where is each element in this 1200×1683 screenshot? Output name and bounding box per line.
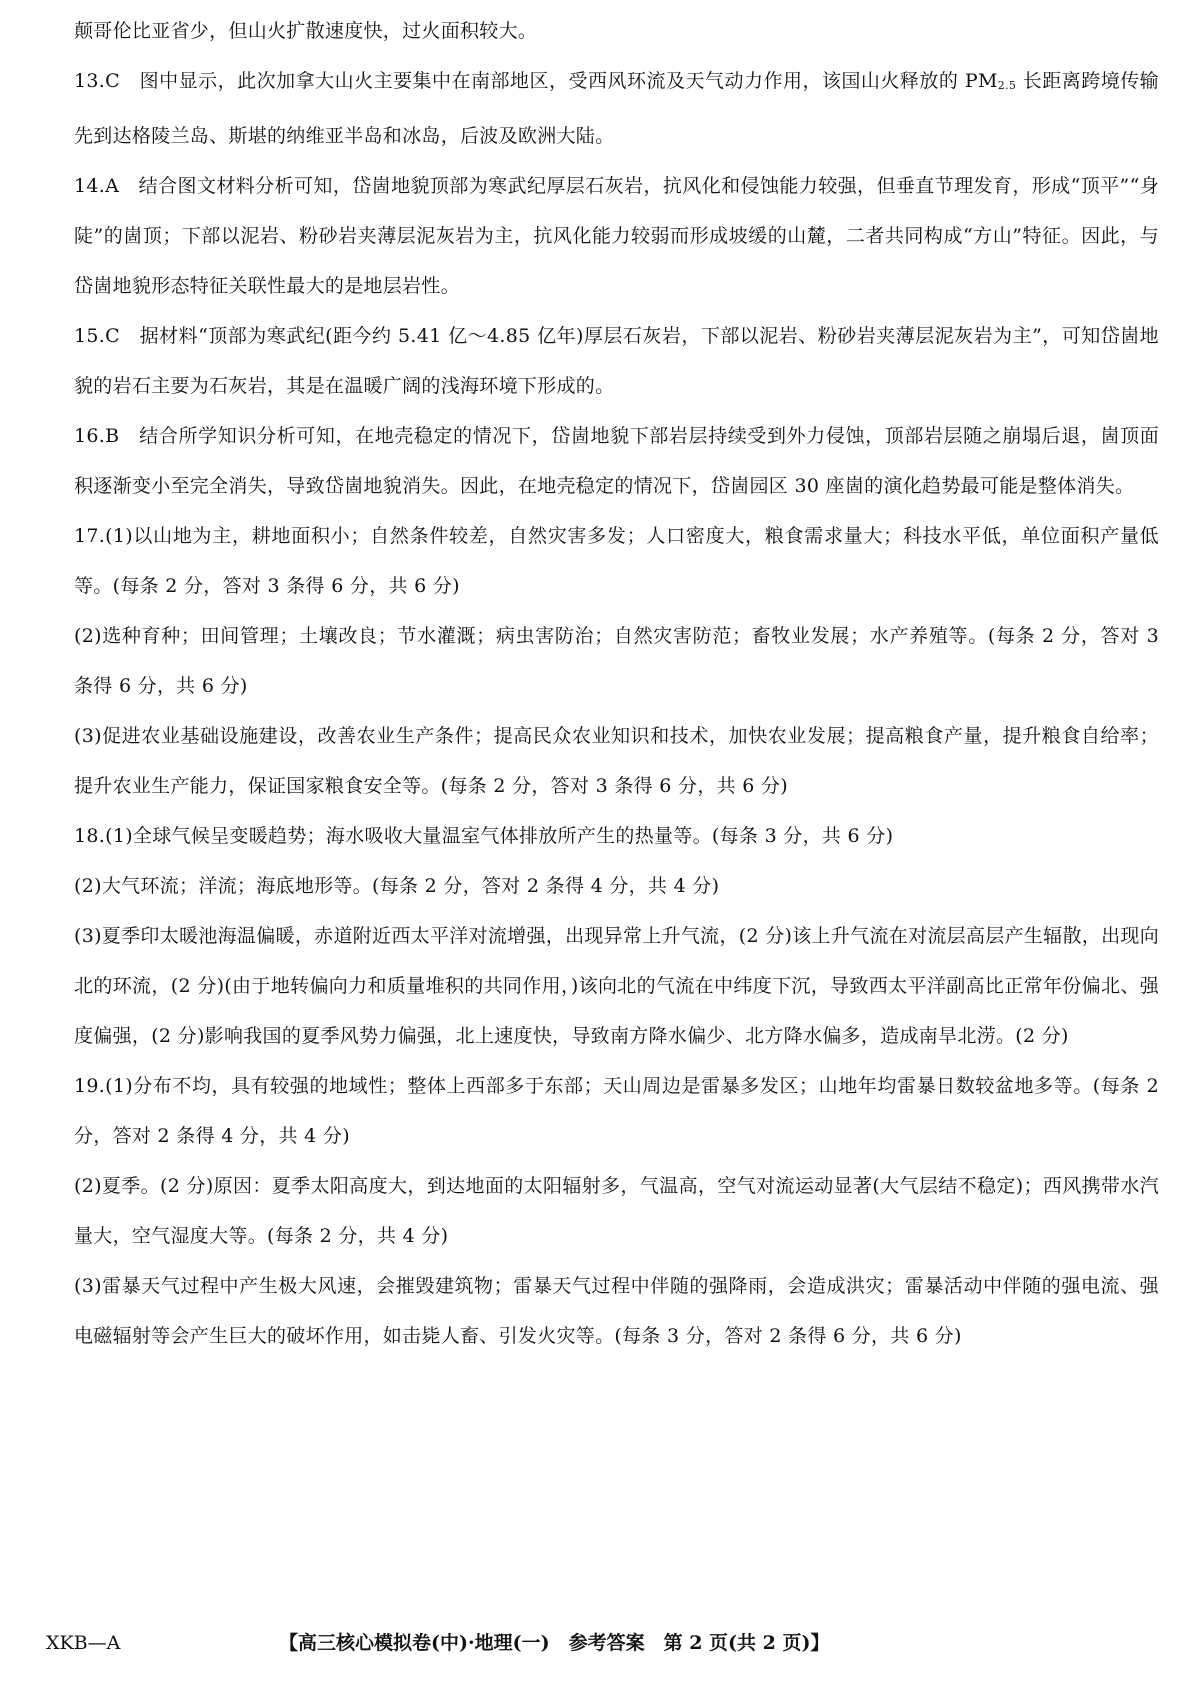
answer-paragraph-14: 14.A 结合图文材料分析可知，岱崮地貌顶部为寒武纪厚层石灰岩，抗风化和侵蚀能力较强，但垂直节理发育，形成“顶平”“身陡”的崮顶；下部以泥岩、粉砂岩夹薄层泥灰岩为主，抗风化能力较弱而形成坡缓的山麓，二者共同构成“方山”特征。因此，与岱崮地貌形态特征关联性最大的是地层岩性。: [74, 175, 1159, 297]
answer-paragraph-19-1: 19.(1)分布不均，具有较强的地域性；整体上西部多于东部；天山周边是雷暴多发区；山地年均雷暴日数较盆地多等。(每条 2 分，答对 2 条得 4 分，共 4 分): [74, 1075, 1159, 1147]
footer-title: 【高三核心模拟卷(中)·地理(一) 参考答案 第 2 页(共 2 页)】: [279, 1632, 830, 1654]
answer-paragraph-17-3: (3)促进农业基础设施建设，改善农业生产条件；提高民众农业知识和技术，加快农业发展；提高粮食产量，提升粮食自给率；提升农业生产能力，保证国家粮食安全等。(每条 2 分，答对 3 条得 6 分，共 6 分): [74, 725, 1159, 797]
answer-paragraph-18-3: (3)夏季印太暖池海温偏暖，赤道附近西太平洋对流增强，出现异常上升气流，(2 分)该上升气流在对流层高层产生辐散，出现向北的环流，(2 分)(由于地转偏向力和质量堆积的共同作用，)该向北的气流在中纬度下沉，导致西太平洋副高比正常年份偏北、强度偏强，(2 分)影响我国的夏季风势力偏强，北上速度快，导致南方降水偏少、北方降水偏多，造成南旱北涝。(2 分): [74, 925, 1159, 1047]
page-footer: [46, 1628, 1166, 1658]
answer-paragraph-13: 13.C 图中显示，此次加拿大山火主要集中在南部地区，受西风环流及天气动力作用，该国山火释放的 PM2.5 长距离跨境传输先到达格陵兰岛、斯堪的纳维亚半岛和冰岛，后波及欧洲大陆。: [74, 70, 1159, 147]
answer-paragraph-16: 16.B 结合所学知识分析可知，在地壳稳定的情况下，岱崮地貌下部岩层持续受到外力侵蚀，顶部岩层随之崩塌后退，崮顶面积逐渐变小至完全消失，导致岱崮地貌消失。因此，在地壳稳定的情况下，岱崮园区 30 座崮的演化趋势最可能是整体消失。: [74, 425, 1159, 497]
answer-content: [74, 6, 1159, 1361]
answer-paragraph-18-1: 18.(1)全球气候呈变暖趋势；海水吸收大量温室气体排放所产生的热量等。(每条 3 分，共 6 分): [74, 825, 894, 847]
answer-paragraph-19-2: (2)夏季。(2 分)原因：夏季太阳高度大，到达地面的太阳辐射多，气温高，空气对流运动显著(大气层结不稳定)；西风携带水汽量大，空气湿度大等。(每条 2 分，共 4 分): [74, 1175, 1159, 1247]
answer-paragraph-17-2: (2)选种育种；田间管理；土壤改良；节水灌溉；病虫害防治；自然灾害防范；畜牧业发展；水产养殖等。(每条 2 分，答对 3 条得 6 分，共 6 分): [74, 625, 1159, 697]
footer-code: XKB—A: [46, 1632, 121, 1654]
answer-paragraph-18-2: (2)大气环流；洋流；海底地形等。(每条 2 分，答对 2 条得 4 分，共 4 分): [74, 875, 720, 897]
answer-paragraph-15: 15.C 据材料“顶部为寒武纪(距今约 5.41 亿～4.85 亿年)厚层石灰岩，下部以泥岩、粉砂岩夹薄层泥灰岩为主”，可知岱崮地貌的岩石主要为石灰岩，其是在温暖广阔的浅海环境下形成的。: [74, 325, 1159, 397]
answer-paragraph-17-1: 17.(1)以山地为主，耕地面积小；自然条件较差，自然灾害多发；人口密度大，粮食需求量大；科技水平低，单位面积产量低等。(每条 2 分，答对 3 条得 6 分，共 6 分): [74, 525, 1159, 597]
pm-subscript: 2.5: [997, 79, 1017, 92]
answer-paragraph-12-continuation: 颠哥伦比亚省少，但山火扩散速度快，过火面积较大。: [74, 20, 538, 42]
answer-paragraph-19-3: (3)雷暴天气过程中产生极大风速，会摧毁建筑物；雷暴天气过程中伴随的强降雨，会造成洪灾；雷暴活动中伴随的强电流、强电磁辐射等会产生巨大的破坏作用，如击毙人畜、引发火灾等。(每条 3 分，答对 2 条得 6 分，共 6 分): [74, 1275, 1159, 1347]
